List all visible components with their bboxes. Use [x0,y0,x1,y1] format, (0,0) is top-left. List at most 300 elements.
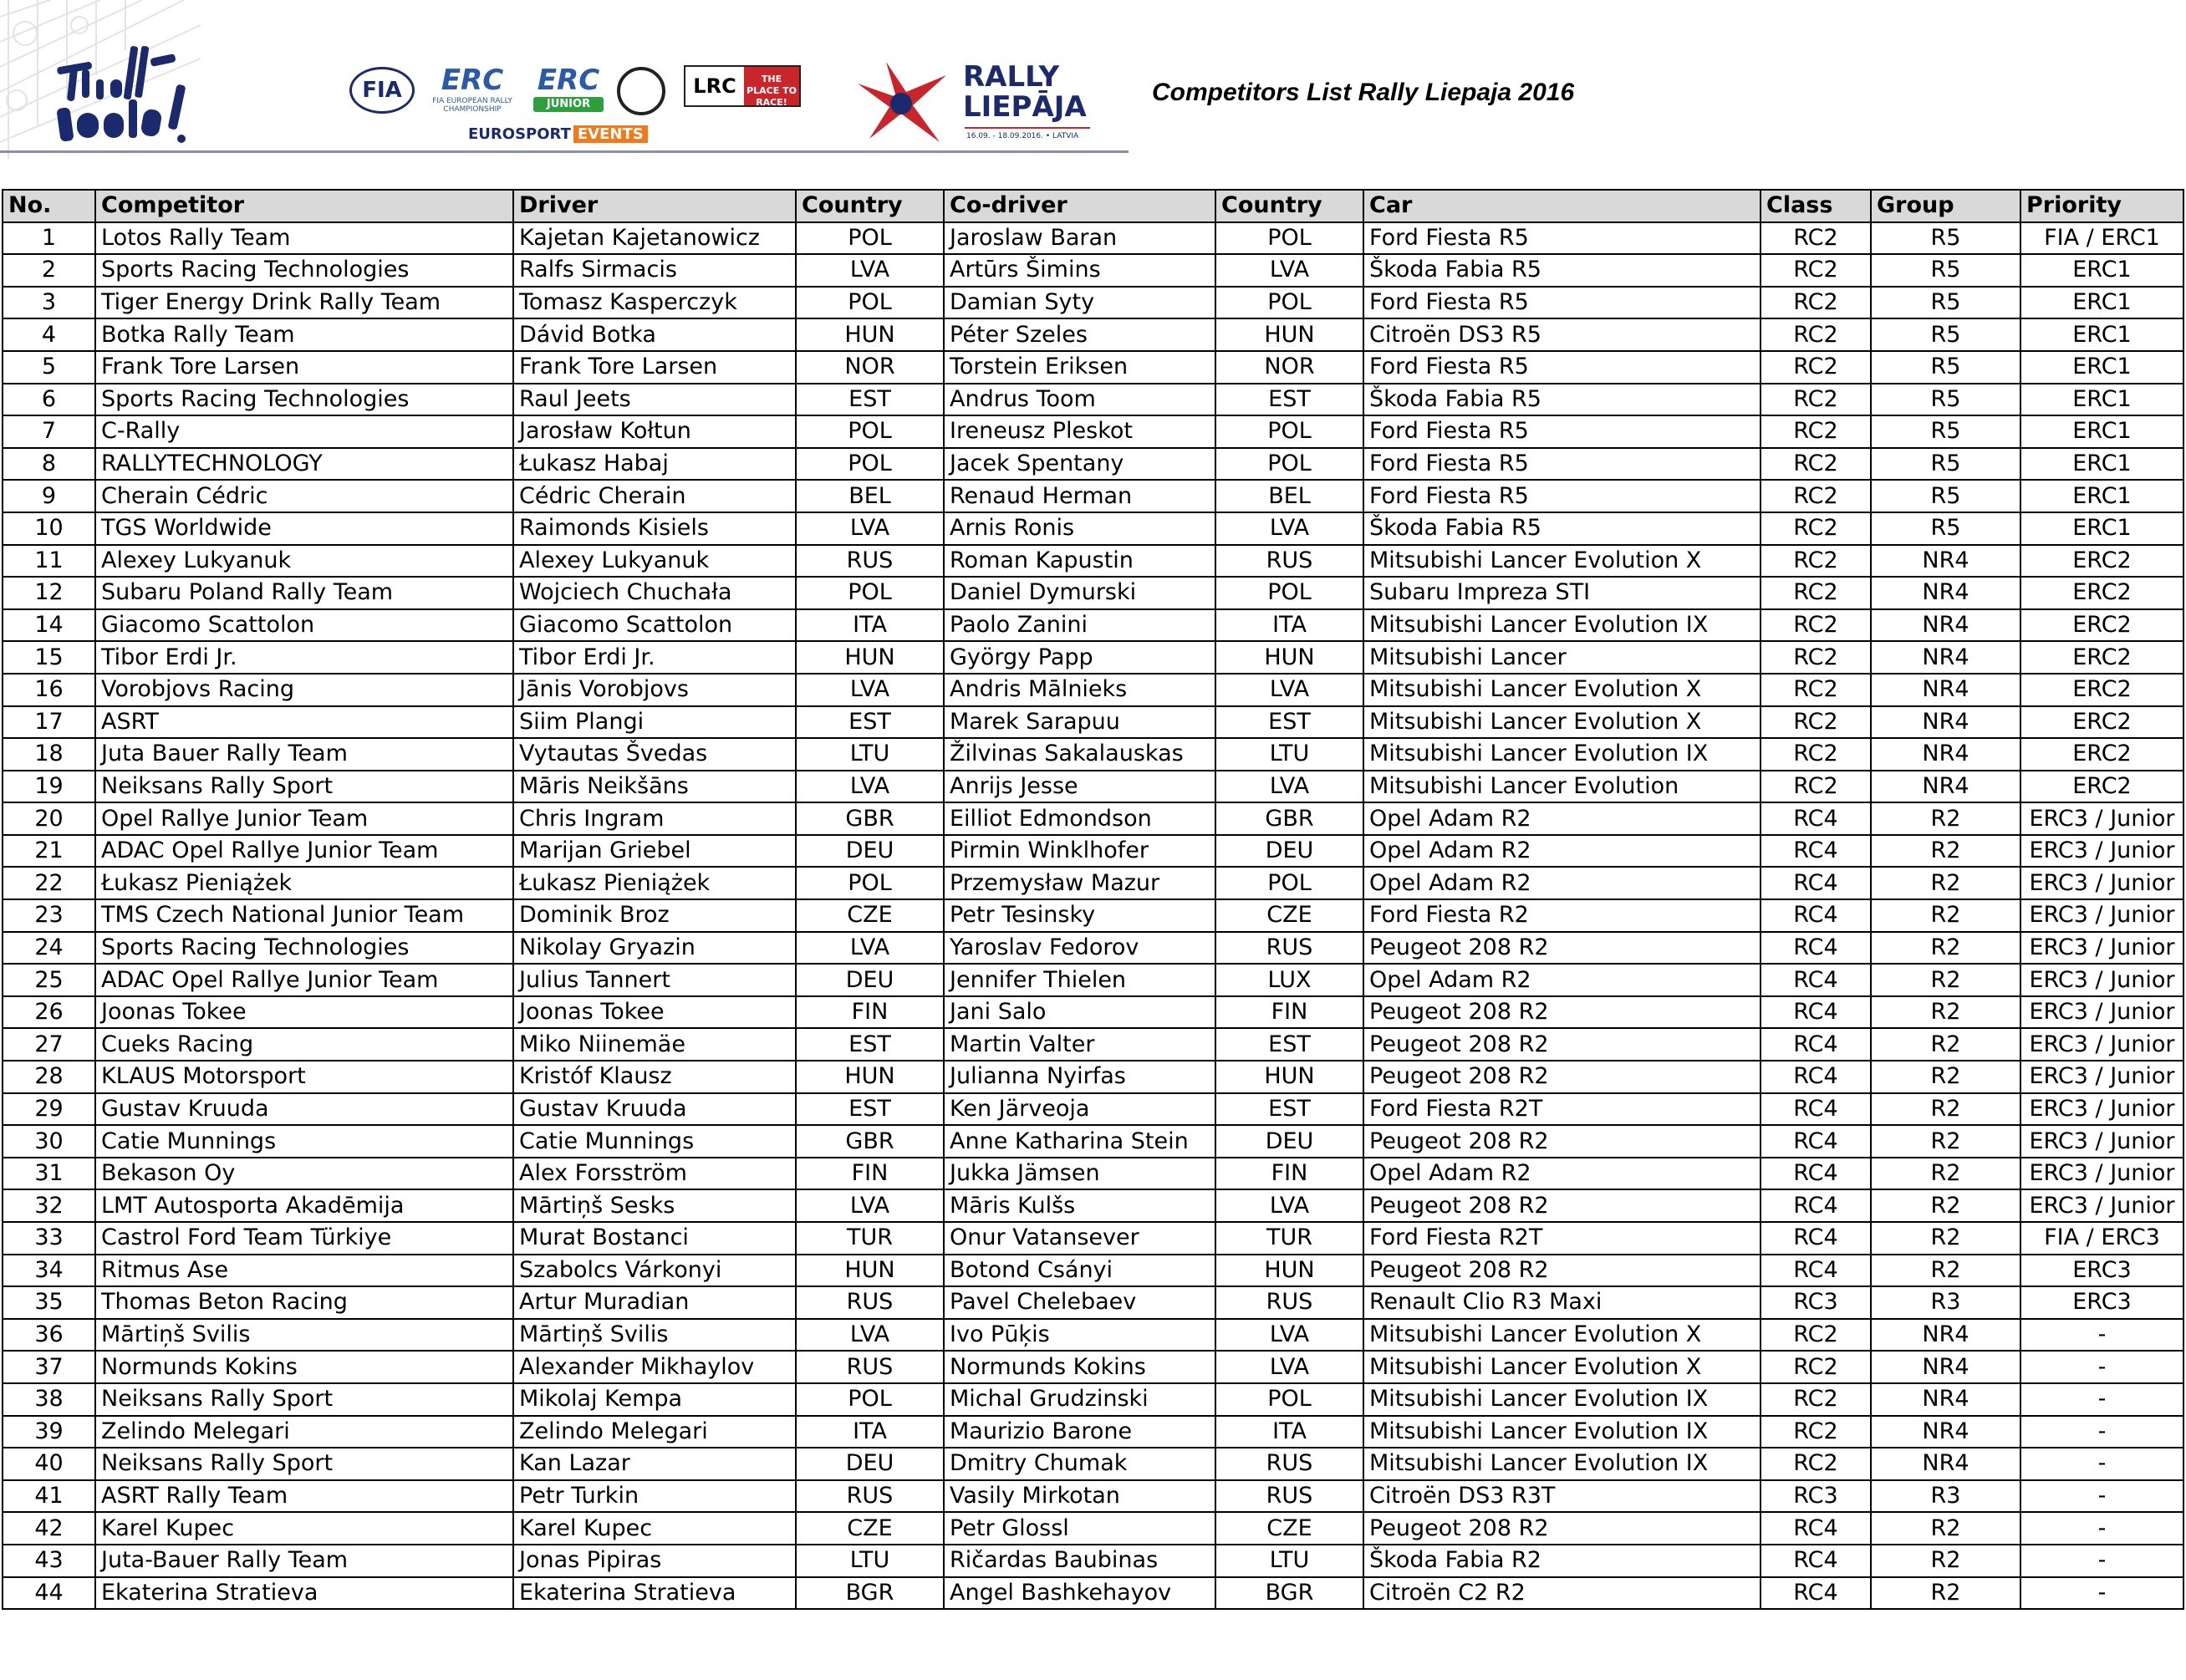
table-row [3,448,2183,481]
cell-no: 36 [3,1319,95,1352]
cell-driver-country: FIN [796,1158,944,1190]
table-body [3,222,2183,1610]
cell-car: Ford Fiesta R5 [1363,287,1761,319]
cell-priority: ERC2 [2020,609,2183,642]
cell-driver: Joonas Tokee [513,996,796,1029]
table-row [3,932,2183,965]
cell-car: Renault Clio R3 Maxi [1363,1286,1761,1319]
cell-car: Mitsubishi Lancer Evolution X [1363,706,1761,739]
cell-group: NR4 [1871,609,2020,642]
cell-driver-country: RUS [796,545,944,578]
cell-car: Peugeot 208 R2 [1363,1189,1761,1222]
table-row [3,318,2183,351]
cell-no: 43 [3,1545,95,1577]
cell-co-driver: Andris Mālnieks [944,674,1215,706]
cell-group: NR4 [1871,706,2020,739]
rally-logo-underline [965,127,1090,129]
table-header-row [3,190,2183,222]
cell-driver: Szabolcs Várkonyi [513,1255,796,1287]
cell-co-driver: Māris Kulšs [944,1189,1215,1222]
cell-class: RC2 [1761,738,1871,771]
cell-no: 11 [3,545,95,578]
rally-logo-line2: LIEPĀJA [963,90,1087,124]
cell-priority: ERC2 [2020,577,2183,609]
cell-co-driver: Jaroslaw Baran [944,222,1215,255]
cell-co-driver-country: GBR [1215,802,1363,835]
cell-co-driver: Julianna Nyirfas [944,1061,1215,1093]
cell-car: Mitsubishi Lancer Evolution X [1363,1351,1761,1383]
cell-class: RC4 [1761,996,1871,1029]
cell-no: 21 [3,835,95,868]
cell-no: 17 [3,706,95,739]
cell-co-driver-country: LVA [1215,771,1363,803]
cell-competitor: TMS Czech National Junior Team [95,899,513,932]
table-row [3,835,2183,868]
cell-class: RC4 [1761,1189,1871,1222]
table-row [3,1222,2183,1255]
cell-car: Peugeot 208 R2 [1363,1255,1761,1287]
cell-class: RC4 [1761,964,1871,996]
cell-competitor: Neiksans Rally Sport [95,1383,513,1416]
cell-co-driver-country: HUN [1215,1061,1363,1093]
cell-class: RC2 [1761,480,1871,512]
cell-group: R2 [1871,867,2020,899]
cell-priority: ERC3 / Junior [2020,1093,2183,1126]
cell-co-driver-country: POL [1215,1383,1363,1416]
cell-driver: Alexander Mikhaylov [513,1351,796,1383]
cell-driver-country: LVA [796,1189,944,1222]
cell-co-driver-country: NOR [1215,351,1363,384]
cell-co-driver-country: EST [1215,1028,1363,1061]
table-row [3,706,2183,739]
cell-group: R2 [1871,1158,2020,1190]
cell-co-driver-country: HUN [1215,318,1363,351]
cell-competitor: Tiger Energy Drink Rally Team [95,287,513,319]
cell-car: Citroën C2 R2 [1363,1577,1761,1610]
erc-junior-logo-text: ERC [537,64,600,97]
cell-class: RC2 [1761,1383,1871,1416]
cell-co-driver: Renaud Herman [944,480,1215,512]
cell-competitor: Tibor Erdi Jr. [95,641,513,674]
cell-co-driver-country: LVA [1215,1189,1363,1222]
cell-co-driver: Jacek Spentany [944,448,1215,481]
cell-no: 32 [3,1189,95,1222]
cell-competitor: Catie Munnings [95,1125,513,1158]
cell-class: RC2 [1761,577,1871,609]
cell-class: RC4 [1761,802,1871,835]
cell-co-driver: Vasily Mirkotan [944,1480,1215,1513]
cell-driver-country: POL [796,287,944,319]
cell-driver-country: RUS [796,1351,944,1383]
competitors-table [2,189,2184,1610]
cell-driver-country: FIN [796,996,944,1029]
cell-car: Peugeot 208 R2 [1363,1061,1761,1093]
cell-priority: - [2020,1416,2183,1448]
page-header [0,0,2186,188]
cell-no: 14 [3,609,95,642]
cell-driver-country: LVA [796,771,944,803]
cell-car: Mitsubishi Lancer Evolution IX [1363,1448,1761,1480]
col-header-driver: Driver [513,190,796,222]
cell-co-driver-country: LTU [1215,738,1363,771]
cell-car: Mitsubishi Lancer Evolution IX [1363,738,1761,771]
cell-driver: Zelindo Melegari [513,1416,796,1448]
cell-competitor: Ritmus Ase [95,1255,513,1287]
table-row [3,899,2183,932]
cell-group: R2 [1871,1545,2020,1577]
cell-priority: ERC3 / Junior [2020,996,2183,1029]
cell-group: R2 [1871,1093,2020,1126]
cell-driver-country: LTU [796,1545,944,1577]
cell-group: NR4 [1871,1448,2020,1480]
table-row [3,996,2183,1029]
col-header-driver-country: Country [796,190,944,222]
cell-car: Mitsubishi Lancer Evolution IX [1363,1383,1761,1416]
cell-co-driver-country: CZE [1215,1512,1363,1545]
cell-group: NR4 [1871,1351,2020,1383]
cell-competitor: Ekaterina Stratieva [95,1577,513,1610]
cell-car: Citroën DS3 R5 [1363,318,1761,351]
table-row [3,1093,2183,1126]
cell-competitor: Zelindo Melegari [95,1416,513,1448]
cell-no: 25 [3,964,95,996]
cell-class: RC2 [1761,706,1871,739]
cell-group: R2 [1871,1222,2020,1255]
cell-co-driver: Maurizio Barone [944,1416,1215,1448]
cell-car: Mitsubishi Lancer Evolution X [1363,1319,1761,1352]
cell-priority: ERC3 / Junior [2020,899,2183,932]
table-row [3,545,2183,578]
cell-priority: ERC2 [2020,674,2183,706]
cell-no: 40 [3,1448,95,1480]
cell-priority: ERC2 [2020,738,2183,771]
cell-driver: Petr Turkin [513,1480,796,1513]
rally-liepaja-star-icon [853,59,953,146]
cell-group: NR4 [1871,545,2020,578]
cell-group: NR4 [1871,771,2020,803]
cell-priority: ERC2 [2020,706,2183,739]
cell-priority: FIA / ERC3 [2020,1222,2183,1255]
cell-co-driver: Pirmin Winklhofer [944,835,1215,868]
cell-priority: ERC3 / Junior [2020,1125,2183,1158]
cell-no: 9 [3,480,95,512]
table-row [3,1255,2183,1287]
cell-driver-country: GBR [796,802,944,835]
cell-no: 29 [3,1093,95,1126]
cell-driver: Gustav Kruuda [513,1093,796,1126]
cell-driver-country: POL [796,222,944,255]
table-row [3,867,2183,899]
cell-driver-country: GBR [796,1125,944,1158]
cell-no: 5 [3,351,95,384]
cell-competitor: Vorobjovs Racing [95,674,513,706]
cell-driver: Kristóf Klausz [513,1061,796,1093]
cell-group: R2 [1871,1189,2020,1222]
cell-co-driver: Jani Salo [944,996,1215,1029]
erc-logo-tagline: FIA EUROPEAN RALLY CHAMPIONSHIP [432,97,512,114]
cell-priority: ERC3 / Junior [2020,964,2183,996]
cell-class: RC2 [1761,287,1871,319]
cell-no: 30 [3,1125,95,1158]
cell-group: NR4 [1871,738,2020,771]
col-header-priority: Priority [2020,190,2183,222]
table-row [3,1189,2183,1222]
cell-driver-country: POL [796,867,944,899]
cell-car: Peugeot 208 R2 [1363,1028,1761,1061]
table-row [3,1158,2183,1190]
cell-driver: Kan Lazar [513,1448,796,1480]
cell-co-driver-country: RUS [1215,545,1363,578]
cell-driver-country: EST [796,384,944,416]
cell-car: Ford Fiesta R2T [1363,1222,1761,1255]
cell-priority: ERC1 [2020,384,2183,416]
cell-class: RC2 [1761,384,1871,416]
cell-class: RC3 [1761,1286,1871,1319]
cell-priority: ERC3 [2020,1255,2183,1287]
cell-priority: ERC3 / Junior [2020,1158,2183,1190]
cell-co-driver: Eilliot Edmondson [944,802,1215,835]
fia-logo: FIA [349,67,415,114]
cell-class: RC2 [1761,1319,1871,1352]
cell-priority: - [2020,1545,2183,1577]
cell-group: R2 [1871,1577,2020,1610]
cell-class: RC4 [1761,1545,1871,1577]
cell-group: R2 [1871,964,2020,996]
table-row [3,1319,2183,1352]
cell-competitor: Sports Racing Technologies [95,932,513,965]
cell-driver: Mārtiņš Sesks [513,1189,796,1222]
latvian-rally-championship-logo [617,67,665,115]
cell-priority: ERC3 / Junior [2020,1061,2183,1093]
cell-driver-country: LVA [796,254,944,287]
cell-car: Peugeot 208 R2 [1363,932,1761,965]
lrc-logo-tagline: THE PLACE TO RACE! [744,67,799,105]
cell-driver: Vytautas Švedas [513,738,796,771]
cell-co-driver: Angel Bashkehayov [944,1577,1215,1610]
cell-car: Opel Adam R2 [1363,802,1761,835]
cell-co-driver-country: TUR [1215,1222,1363,1255]
cell-no: 3 [3,287,95,319]
cell-driver: Raul Jeets [513,384,796,416]
cell-co-driver: Žilvinas Sakalauskas [944,738,1215,771]
cell-class: RC4 [1761,1512,1871,1545]
cell-co-driver-country: EST [1215,706,1363,739]
cell-driver: Catie Munnings [513,1125,796,1158]
page-title: Competitors List Rally Liepaja 2016 [1152,79,1575,106]
cell-group: R2 [1871,1125,2020,1158]
cell-driver: Cédric Cherain [513,480,796,512]
cell-no: 34 [3,1255,95,1287]
cell-co-driver-country: EST [1215,1093,1363,1126]
cell-driver-country: RUS [796,1286,944,1319]
cell-driver-country: RUS [796,1480,944,1513]
table-row [3,415,2183,448]
cell-co-driver: Artūrs Šimins [944,254,1215,287]
cell-priority: ERC1 [2020,512,2183,545]
cell-no: 19 [3,771,95,803]
cell-class: RC2 [1761,1416,1871,1448]
cell-car: Mitsubishi Lancer [1363,641,1761,674]
table-row [3,1286,2183,1319]
cell-car: Škoda Fabia R5 [1363,384,1761,416]
cell-driver-country: ITA [796,1416,944,1448]
cell-car: Škoda Fabia R5 [1363,512,1761,545]
table-row [3,964,2183,996]
col-header-group: Group [1871,190,2020,222]
cell-competitor: C-Rally [95,415,513,448]
cell-driver-country: POL [796,577,944,609]
cell-co-driver-country: BEL [1215,480,1363,512]
cell-competitor: Karel Kupec [95,1512,513,1545]
cell-priority: ERC2 [2020,641,2183,674]
cell-no: 39 [3,1416,95,1448]
cell-driver-country: BEL [796,480,944,512]
cell-driver-country: DEU [796,964,944,996]
table-row [3,609,2183,642]
cell-class: RC4 [1761,1061,1871,1093]
cell-driver: Tibor Erdi Jr. [513,641,796,674]
cell-priority: ERC1 [2020,318,2183,351]
cell-class: RC2 [1761,771,1871,803]
cell-priority: ERC3 / Junior [2020,932,2183,965]
partner-logos [343,59,811,150]
cell-car: Škoda Fabia R2 [1363,1545,1761,1577]
cell-group: R2 [1871,1255,2020,1287]
cell-car: Mitsubishi Lancer Evolution IX [1363,609,1761,642]
cell-competitor: Neiksans Rally Sport [95,771,513,803]
this-rally-rocks-logo [50,46,217,155]
cell-class: RC2 [1761,318,1871,351]
cell-car: Peugeot 208 R2 [1363,996,1761,1029]
cell-no: 35 [3,1286,95,1319]
lrc-logo [684,65,801,107]
cell-no: 33 [3,1222,95,1255]
table-row [3,1448,2183,1480]
table-row [3,1577,2183,1610]
cell-driver: Alexey Lukyanuk [513,545,796,578]
table-row [3,674,2183,706]
cell-driver: Karel Kupec [513,1512,796,1545]
cell-group: R2 [1871,802,2020,835]
cell-priority: ERC3 / Junior [2020,867,2183,899]
cell-group: R5 [1871,448,2020,481]
cell-no: 20 [3,802,95,835]
cell-driver-country: POL [796,415,944,448]
rally-liepaja-wordmark [963,62,1087,122]
cell-group: R5 [1871,384,2020,416]
cell-driver-country: ITA [796,609,944,642]
cell-co-driver-country: POL [1215,577,1363,609]
cell-driver-country: LVA [796,674,944,706]
cell-co-driver-country: LVA [1215,674,1363,706]
col-header-no: No. [3,190,95,222]
cell-driver: Giacomo Scattolon [513,609,796,642]
cell-co-driver-country: RUS [1215,1480,1363,1513]
eurosport-events-tag: EVENTS [573,125,648,143]
cell-driver-country: HUN [796,641,944,674]
cell-group: R2 [1871,1512,2020,1545]
eurosport-events-logo [468,125,648,143]
cell-driver: Māris Neikšāns [513,771,796,803]
cell-priority: - [2020,1448,2183,1480]
cell-group: R5 [1871,222,2020,255]
table-row [3,1480,2183,1513]
eurosport-logo-text: EUROSPORT [468,125,571,143]
cell-priority: ERC3 [2020,1286,2183,1319]
cell-car: Peugeot 208 R2 [1363,1512,1761,1545]
cell-competitor: Subaru Poland Rally Team [95,577,513,609]
cell-no: 4 [3,318,95,351]
cell-driver: Marijan Griebel [513,835,796,868]
cell-class: RC4 [1761,899,1871,932]
cell-class: RC2 [1761,222,1871,255]
cell-competitor: Neiksans Rally Sport [95,1448,513,1480]
cell-car: Opel Adam R2 [1363,1158,1761,1190]
col-header-competitor: Competitor [95,190,513,222]
cell-co-driver-country: POL [1215,415,1363,448]
table-row [3,641,2183,674]
cell-no: 18 [3,738,95,771]
table-row [3,577,2183,609]
cell-driver-country: LVA [796,932,944,965]
cell-car: Mitsubishi Lancer Evolution X [1363,545,1761,578]
cell-co-driver-country: LTU [1215,1545,1363,1577]
cell-competitor: Juta Bauer Rally Team [95,738,513,771]
cell-co-driver: Dmitry Chumak [944,1448,1215,1480]
cell-car: Opel Adam R2 [1363,867,1761,899]
col-header-car: Car [1363,190,1761,222]
cell-co-driver: Anrijs Jesse [944,771,1215,803]
table-row [3,1383,2183,1416]
cell-driver-country: HUN [796,1255,944,1287]
cell-co-driver-country: HUN [1215,641,1363,674]
cell-co-driver: Ireneusz Pleskot [944,415,1215,448]
cell-co-driver-country: FIN [1215,996,1363,1029]
lrc-logo-text: LRC [685,67,744,105]
cell-car: Ford Fiesta R5 [1363,448,1761,481]
table-row [3,802,2183,835]
cell-group: R2 [1871,835,2020,868]
cell-class: RC2 [1761,512,1871,545]
cell-co-driver: Ričardas Baubinas [944,1545,1215,1577]
cell-car: Citroën DS3 R3T [1363,1480,1761,1513]
cell-group: R5 [1871,512,2020,545]
cell-co-driver-country: DEU [1215,1125,1363,1158]
cell-driver: Julius Tannert [513,964,796,996]
cell-co-driver: Anne Katharina Stein [944,1125,1215,1158]
cell-car: Ford Fiesta R5 [1363,415,1761,448]
cell-driver: Łukasz Pieniążek [513,867,796,899]
col-header-class: Class [1761,190,1871,222]
cell-co-driver-country: LVA [1215,1351,1363,1383]
col-header-co-driver: Co-driver [944,190,1215,222]
cell-driver: Ekaterina Stratieva [513,1577,796,1610]
cell-competitor: Giacomo Scattolon [95,609,513,642]
cell-no: 26 [3,996,95,1029]
cell-driver: Wojciech Chuchała [513,577,796,609]
cell-competitor: TGS Worldwide [95,512,513,545]
rally-logo-line1: RALLY [963,60,1060,94]
cell-no: 7 [3,415,95,448]
cell-no: 8 [3,448,95,481]
cell-co-driver-country: POL [1215,222,1363,255]
rally-logo-date: 16.09. - 18.09.2016. • LATVIA [966,132,1079,140]
cell-car: Mitsubishi Lancer Evolution IX [1363,1416,1761,1448]
table-row [3,351,2183,384]
cell-co-driver: Pavel Chelebaev [944,1286,1215,1319]
cell-class: RC2 [1761,674,1871,706]
cell-class: RC2 [1761,641,1871,674]
